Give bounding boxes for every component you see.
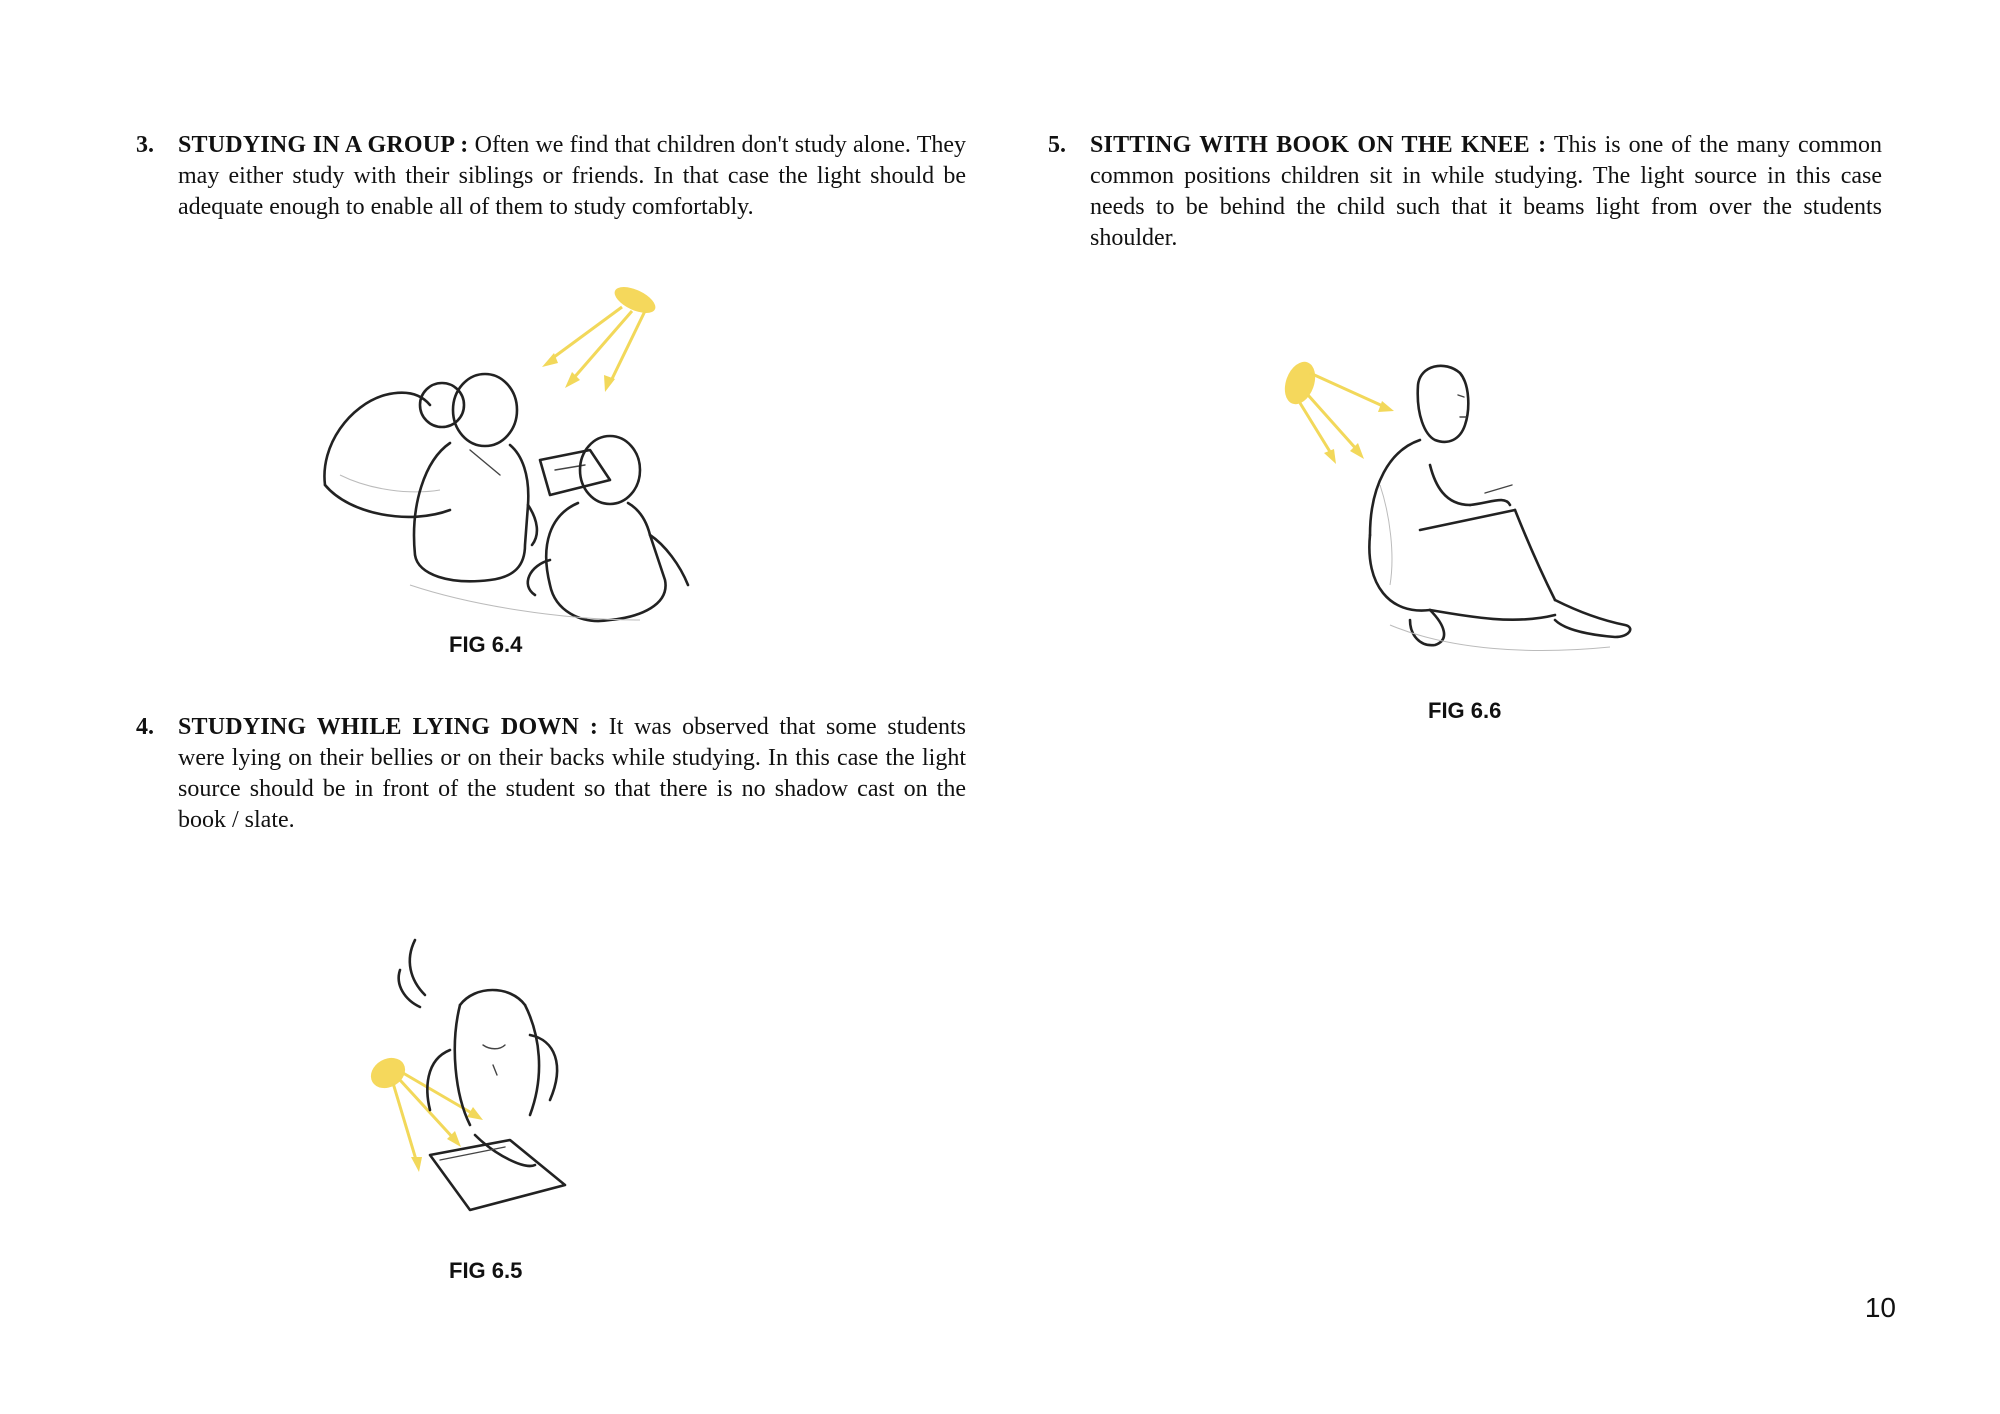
section-heading: STUDYING WHILE LYING DOWN : <box>178 714 599 740</box>
section-text: It was observed that some students were lying on their bellies or on their backs while studying. In this case the light source should be in front of the student so that there is no shadow cast on the book / slate. <box>178 714 967 833</box>
group-studying-illustration <box>310 275 730 645</box>
lying-down-illustration <box>355 925 615 1245</box>
section-number: 4. <box>136 714 154 740</box>
section-text: Often we find that children don't study alone. They may either study with their siblings or friends. In that case the light should be adequate enough to enable all of them to study comfortably. <box>178 132 967 220</box>
section-number: 3. <box>136 132 154 158</box>
section-heading: STUDYING IN A GROUP : <box>178 132 469 158</box>
section-paragraph <box>178 130 966 223</box>
section-number: 5. <box>1048 132 1066 158</box>
section-paragraph <box>1090 130 1882 254</box>
figure-caption: FIG 6.6 <box>1428 698 1502 723</box>
light-source-icon <box>611 282 659 319</box>
sitting-with-book-illustration <box>1270 355 1650 675</box>
section-text: This is one of the many common common positions children sit in while studying. The light source in this case needs to be behind the child such that it beams light from over the students shoulder. <box>1090 132 1882 251</box>
figure-caption: FIG 6.5 <box>449 1258 523 1283</box>
section-paragraph <box>178 712 966 836</box>
page-number: 10 <box>1864 1292 1896 1323</box>
figure-caption: FIG 6.4 <box>449 632 523 657</box>
section-heading: SITTING WITH BOOK ON THE KNEE : <box>1090 132 1547 158</box>
